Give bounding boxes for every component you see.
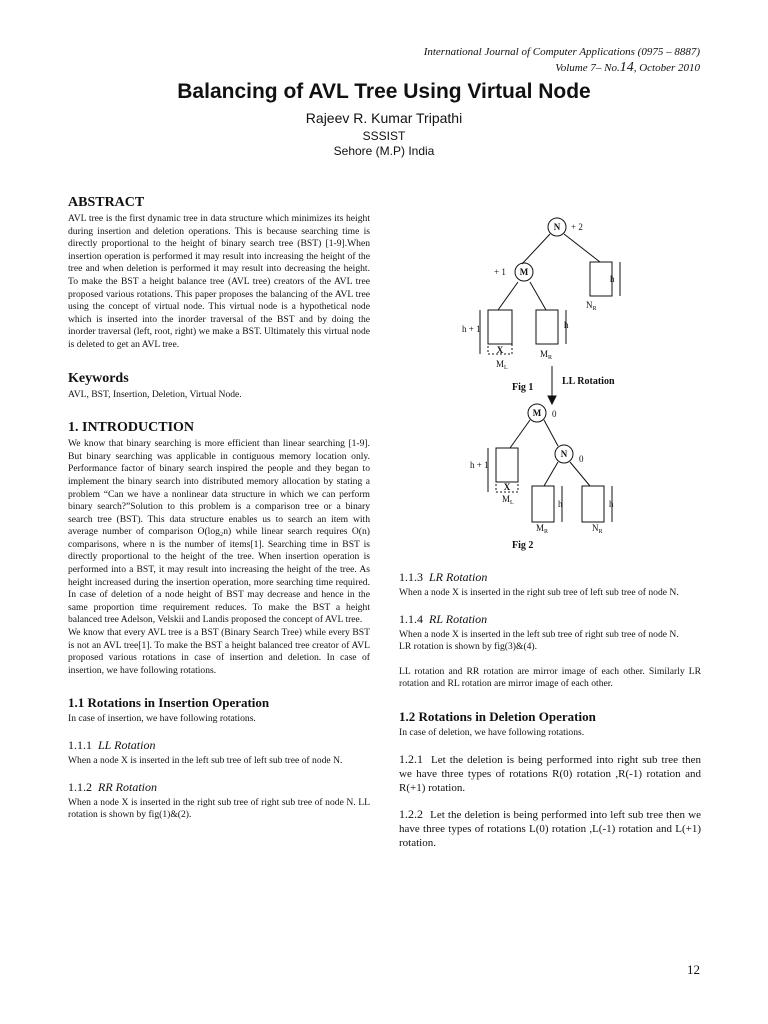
paper-author: Rajeev R. Kumar Tripathi <box>305 110 463 126</box>
edge-n-mr-2 <box>544 462 558 486</box>
subtree-ml-2 <box>496 448 518 482</box>
fig2-caption: Fig 2 <box>512 540 534 551</box>
edge-m-mr <box>530 282 546 310</box>
rl-rotation-heading: 1.1.4 RL Rotation <box>399 611 488 626</box>
node-m-2-label: M <box>532 408 542 418</box>
edge-m-n-2 <box>544 420 558 446</box>
edge-n-nr <box>564 234 600 262</box>
journal-header <box>424 44 700 76</box>
keywords-heading: Keywords <box>68 370 129 386</box>
journal-name: International Journal of Computer Applications (0975 – 8887) <box>423 46 700 58</box>
node-m-label: M <box>519 267 529 277</box>
lr-rotation-text: When a node X is inserted in the right sub tree of left sub tree of node N. <box>399 587 679 598</box>
abstract-heading: ABSTRACT <box>68 195 145 210</box>
paper-title: Balancing of AVL Tree Using Virtual Node <box>177 80 591 103</box>
edge-m-ml-2 <box>510 420 530 448</box>
journal-volume: Volume 7– No.14, October 2010 <box>555 60 700 75</box>
insertion-heading: 1.1 Rotations in Insertion Operation <box>68 695 270 711</box>
subtree-mr-label: $M_R$ <box>540 349 553 361</box>
affiliation-institute: SSSIST <box>362 129 406 143</box>
edge-m-ml <box>498 282 518 310</box>
node-n-2-balance: 0 <box>579 454 584 464</box>
deletion-intro: In case of deletion, we have following rotations. <box>399 726 585 738</box>
rotation-arrow-head <box>548 396 556 404</box>
deletion-heading: 1.2 Rotations in Deletion Operation <box>399 708 596 724</box>
height-label-mr-2: h <box>558 499 563 509</box>
height-label-nr: h <box>610 274 615 284</box>
rotation-arrow-label: LL Rotation <box>562 376 615 387</box>
rl-rotation-text: When a node X is inserted in the left sub tree of right sub tree of node N. <box>399 628 679 640</box>
subtree-mr-2 <box>532 486 554 522</box>
subtree-nr-label: $N_R$ <box>586 300 597 312</box>
virtual-node-x-2-label: X <box>503 482 511 492</box>
subtree-nr-2 <box>582 486 604 522</box>
virtual-node-x-label: X <box>496 345 504 355</box>
subtree-mr <box>536 310 558 344</box>
mirror-image-text: LL rotation and RR rotation are mirror image of each other. Similarly LR rotation and RL rotation are mirror image of each other. <box>399 665 701 690</box>
subtree-ml <box>488 310 512 344</box>
subtree-ml-2-label: $M_L$ <box>502 494 514 506</box>
ll-rotation-text: When a node X is inserted in the left sub tree of left sub tree of node N. <box>68 755 343 766</box>
fig1-caption: Fig 1 <box>512 382 534 393</box>
abstract-text: AVL tree is the first dynamic tree in data structure which minimizes its height during insertion and deletion operations. This is because searching time is directly proportional to the height of binary search tree (BST) [1-9].When insertion operation is performed it may result into increasing the height of the tree and when deletion is performed it may result into decreasing the height. To make the BST a height balance tree (AVL tree) creators of the AVL tree proposed various rotations. This paper proposes the balancing of the AVL tree using the concept of virtual node. This virtual node is a hypothetical node which is inserted into the inorder traversal of the BST and by doing the inorder traversal (left, root, right) we make a BST. Ultimately this virtual node is deleted to get an AVL tree. <box>68 213 370 350</box>
insertion-intro: In case of insertion, we have following rotations. <box>68 713 256 725</box>
lr-rotation-heading: 1.1.3 LR Rotation <box>399 570 488 584</box>
left-column <box>68 194 370 822</box>
avl-rotation-figure <box>440 210 670 560</box>
page-number: 12 <box>687 962 700 977</box>
node-m-balance: + 1 <box>494 267 506 277</box>
introduction-para-1: We know that binary searching is more efficient than linear searching [1-9]. But binary searching was applicable in contiguous memory location only. Performance factor of binary search inspired the people and they began to implement the binary search into distributed memory allocation by stating a problem “Can we have a nonlinear data structure in which we can perform binary search?”Solution to this problem is a comparison tree or a binary search tree (BST). This data structure enables us to search an item with average number of comparison O(log₂n) while linear search requires O(n) comparisons, where n is the number of items[1]. Searching time in BST is directly proportional to the height of the tree. When insertion operation is performed into a BST, it may result into increasing the height of the tree. As height increased during the insertion operation, more searching time required. In case of deletion of a node height of BST may decrease and hence in the same proportion time requirement reduces. To make the BST a height balanced tree Adelson, Velskii and Landis proposed the concept of AVL tree. <box>68 438 370 626</box>
subtree-nr-2-label: $N_R$ <box>592 523 603 535</box>
introduction-para-2: We know that every AVL tree is a BST (Binary Search Tree) while every BST is not an AVL tree[1]. To make the BST a height balanced tree creator of AVL proposed various rotations in case of insertion and deletion. In case of insertion, we have following rotations. <box>68 627 370 676</box>
edge-n-m <box>522 234 550 264</box>
subtree-ml-label: $M_L$ <box>496 359 508 371</box>
rr-rotation-text: When a node X is inserted in the right sub tree of right sub tree of node N. LL rotation is shown by fig(1)&(2). <box>68 796 370 821</box>
introduction-heading: 1. INTRODUCTION <box>68 420 195 436</box>
affiliation-location: Sehore (M.P) India <box>333 144 435 158</box>
paper-affiliation <box>0 129 768 159</box>
ll-rotation-heading: 1.1.1 LL Rotation <box>68 738 156 752</box>
subtree-mr-2-label: $M_R$ <box>536 523 549 535</box>
node-n-2-label: N <box>560 449 568 459</box>
height-label-ml: h + 1 <box>462 324 481 334</box>
node-n-balance: + 2 <box>571 222 583 232</box>
subtree-nr <box>590 262 612 296</box>
right-subtree-deletion-text: 1.2.1 Let the deletion is being performed into right sub tree then we have three types of rotations R(0) rotation ,R(-1) rotation and R(+1) rotation. <box>399 751 701 794</box>
height-label-mr: h <box>564 320 569 330</box>
rl-rotation-figure-ref: LR rotation is shown by fig(3)&(4). <box>399 641 538 653</box>
right-column <box>399 570 701 850</box>
node-n-label: N <box>553 222 561 232</box>
edge-n-nr-2 <box>570 462 590 486</box>
height-label-ml-2: h + 1 <box>470 460 489 470</box>
keywords-text: AVL, BST, Insertion, Deletion, Virtual Node. <box>68 388 242 400</box>
rr-rotation-heading: 1.1.2 RR Rotation <box>68 779 157 794</box>
left-subtree-deletion-text: 1.2.2 Let the deletion is being performed into left sub tree then we have three types of rotations L(0) rotation ,L(-1) rotation and L(+1) rotation. <box>399 806 702 849</box>
height-label-nr-2: h <box>609 499 614 509</box>
node-m-2-balance: 0 <box>552 409 557 419</box>
